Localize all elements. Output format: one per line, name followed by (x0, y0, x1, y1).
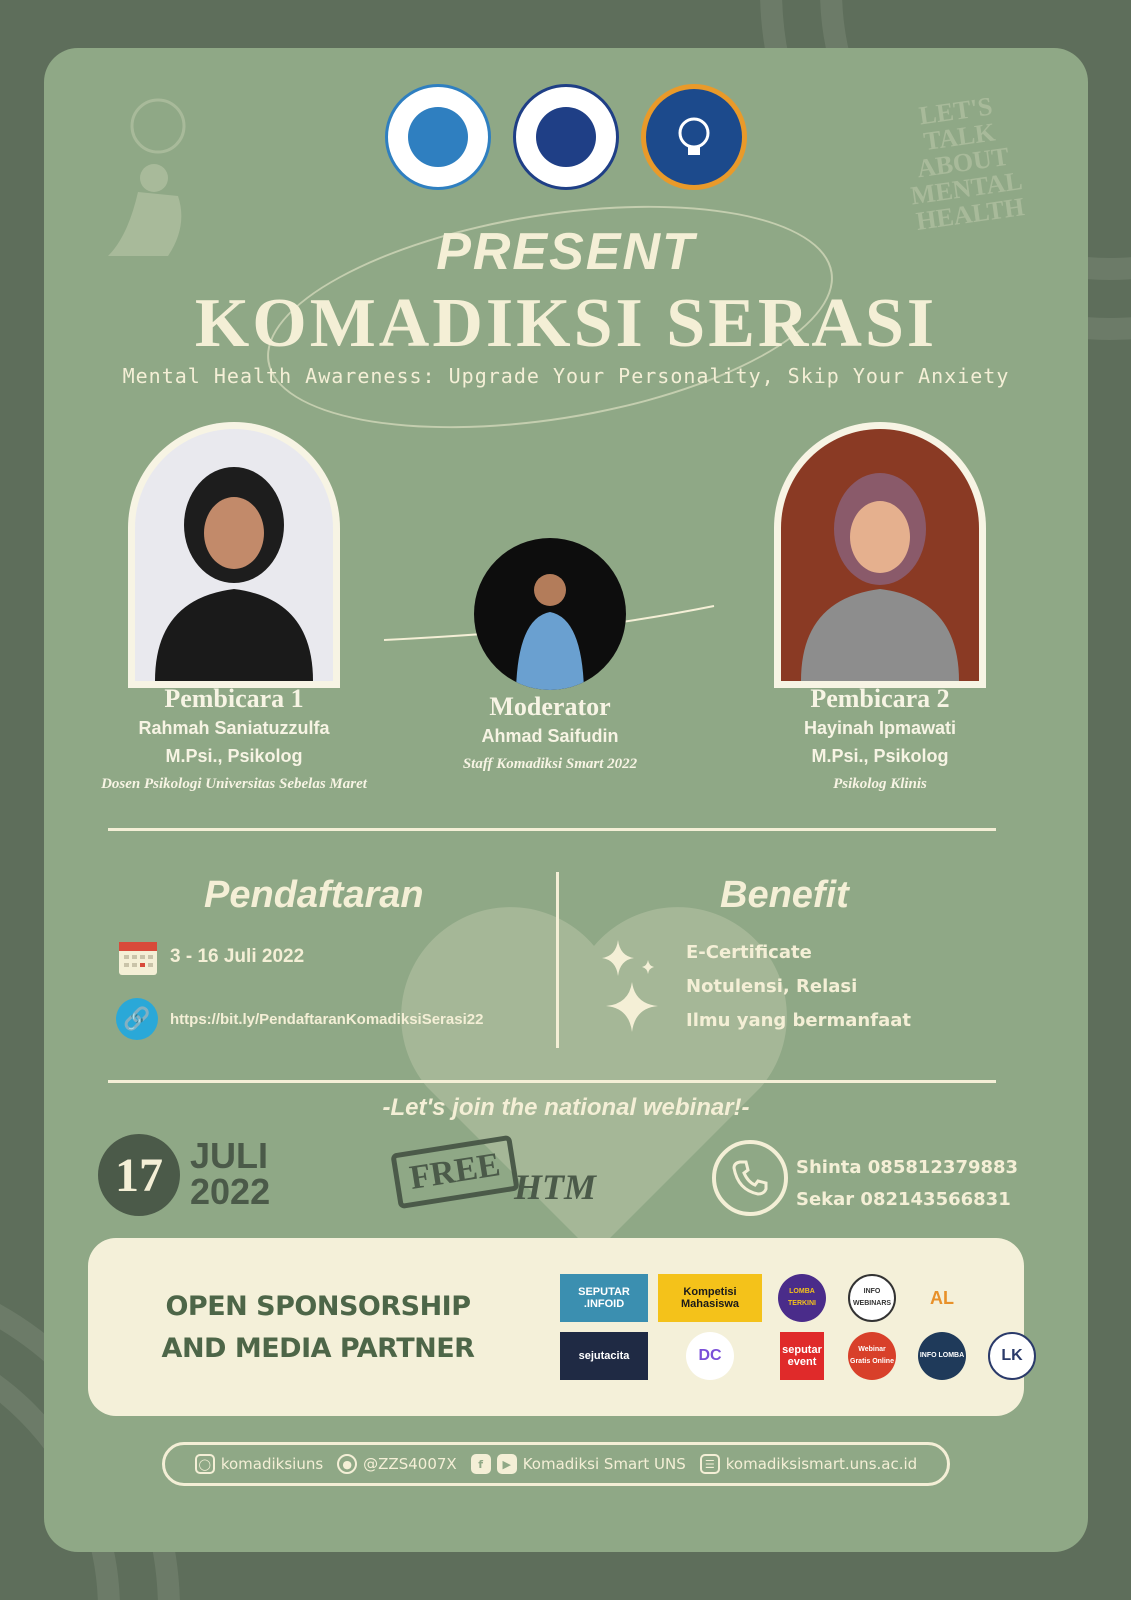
speaker1-info (64, 684, 404, 793)
speaker1-name: Rahmah Saniatuzzulfa (138, 718, 330, 738)
moderator-photo (474, 538, 626, 690)
partner-logo-info-webinars: INFO WEBINARS (848, 1274, 896, 1322)
moderator-info (400, 692, 700, 773)
website-icon: ☰ (700, 1454, 720, 1474)
sponsorship-line2: AND MEDIA PARTNER (161, 1333, 475, 1364)
speaker1-role: Pembicara 1 (164, 684, 304, 713)
uns-logo (385, 84, 491, 190)
poster-card (44, 48, 1088, 1552)
speaker1-title: M.Psi., Psikolog (165, 746, 303, 766)
moderator-role: Moderator (489, 692, 611, 721)
youtube-icon: ▶ (497, 1454, 517, 1474)
media-partner-logos (560, 1274, 1042, 1380)
partner-logo-kompetisi-mahasiswa: Kompetisi Mahasiswa (658, 1274, 762, 1322)
divider-bottom (108, 1080, 996, 1083)
website-link[interactable] (700, 1454, 917, 1474)
sparkle-icon (592, 936, 672, 1036)
line-icon: ● (337, 1454, 357, 1474)
link-icon: 🔗 (116, 998, 158, 1040)
partner-logo-info-lomba: INFO LOMBA (918, 1332, 966, 1380)
instagram-handle: komadiksiuns (220, 1455, 324, 1473)
event-subtitle: Mental Health Awareness: Upgrade Your Personality, Skip Your Anxiety (122, 364, 1010, 388)
benefit-heading: Benefit (720, 874, 849, 916)
instagram-icon: ◯ (195, 1454, 215, 1474)
speaker2-name: Hayinah Ipmawati (803, 718, 957, 738)
partner-logo-sejutacita: sejutacita (560, 1332, 648, 1380)
moderator-name: Ahmad Saifudin (481, 726, 619, 746)
present-heading: PRESENT (436, 223, 696, 281)
benefit-item: E-Certificate (686, 942, 812, 963)
registration-link-row[interactable] (116, 998, 483, 1040)
partner-logo-lomba-terkini: LOMBA TERKINI (778, 1274, 826, 1322)
free-stamp: FREE (390, 1135, 519, 1209)
registration-heading: Pendaftaran (204, 874, 424, 916)
moderator-affiliation: Staff Komadiksi Smart 2022 (462, 756, 638, 772)
contact-sekar: Sekar 082143566831 (796, 1189, 1011, 1210)
organizer-logos (44, 84, 1088, 190)
social-footer (162, 1442, 950, 1486)
partner-logo-seputar-event: seputar event (780, 1332, 824, 1380)
sponsorship-line1: OPEN SPONSORSHIP (165, 1291, 471, 1322)
facebook-youtube-handle: Komadiksi Smart UNS (522, 1455, 686, 1473)
event-month-year (190, 1135, 271, 1212)
facebook-youtube-link[interactable] (471, 1454, 686, 1474)
line-handle: @ZZS4007X (363, 1455, 457, 1473)
line-link[interactable] (337, 1454, 457, 1474)
decoration-text: LET'S TALK ABOUT MENTAL HEALTH (908, 91, 1027, 236)
partner-logo-dc: DC (686, 1332, 734, 1380)
partner-logo-webinar-gratis: Webinar Gratis Online (848, 1332, 896, 1380)
registration-dates: 3 - 16 Juli 2022 (170, 946, 305, 967)
contact-shinta: Shinta 085812379883 (796, 1157, 1019, 1178)
speaker2-photo-frame (774, 422, 986, 688)
speaker2-info (750, 684, 1010, 793)
speaker1-photo (135, 429, 333, 681)
instagram-link[interactable] (195, 1454, 323, 1474)
event-year: 2022 (190, 1171, 271, 1212)
sponsorship-box (88, 1238, 1024, 1416)
event-day: 17 (98, 1134, 180, 1216)
benefit-item: Ilmu yang bermanfaat (686, 1010, 911, 1031)
heart-puzzle-watermark (374, 858, 814, 1298)
website-url: komadiksismart.uns.ac.id (725, 1455, 918, 1473)
registration-date-row (118, 938, 304, 976)
event-title: KOMADIKSI SERASI (194, 285, 938, 362)
lightbulb-gear-logo (641, 84, 747, 190)
speaker1-affiliation: Dosen Psikologi Universitas Sebelas Maret (101, 776, 367, 792)
divider-top (108, 828, 996, 831)
partner-logo-al: AL (918, 1274, 966, 1322)
event-month: JULI (190, 1135, 269, 1176)
registration-link[interactable]: https://bit.ly/PendaftaranKomadiksiSerasi22 (170, 1010, 484, 1028)
partner-logo-seputar-info: SEPUTAR .INFOID (560, 1274, 648, 1322)
partner-logo-lk: LK (988, 1332, 1036, 1380)
speaker2-affiliation: Psikolog Klinis (833, 776, 927, 792)
speaker2-photo (781, 429, 979, 681)
speaker2-role: Pembicara 2 (810, 684, 950, 713)
contact-list (796, 1152, 1018, 1216)
komadiksi-smart-logo (513, 84, 619, 190)
phone-icon (712, 1140, 788, 1216)
facebook-icon: f (471, 1454, 491, 1474)
divider-vertical (556, 872, 559, 1048)
speaker2-title: M.Psi., Psikolog (811, 746, 949, 766)
calendar-icon (118, 938, 158, 976)
sponsorship-text (148, 1286, 488, 1370)
join-tagline: -Let's join the national webinar!- (382, 1094, 750, 1121)
speaker1-photo-frame (128, 422, 340, 688)
htm-label: HTM (514, 1167, 597, 1207)
benefit-item: Notulensi, Relasi (686, 976, 858, 997)
